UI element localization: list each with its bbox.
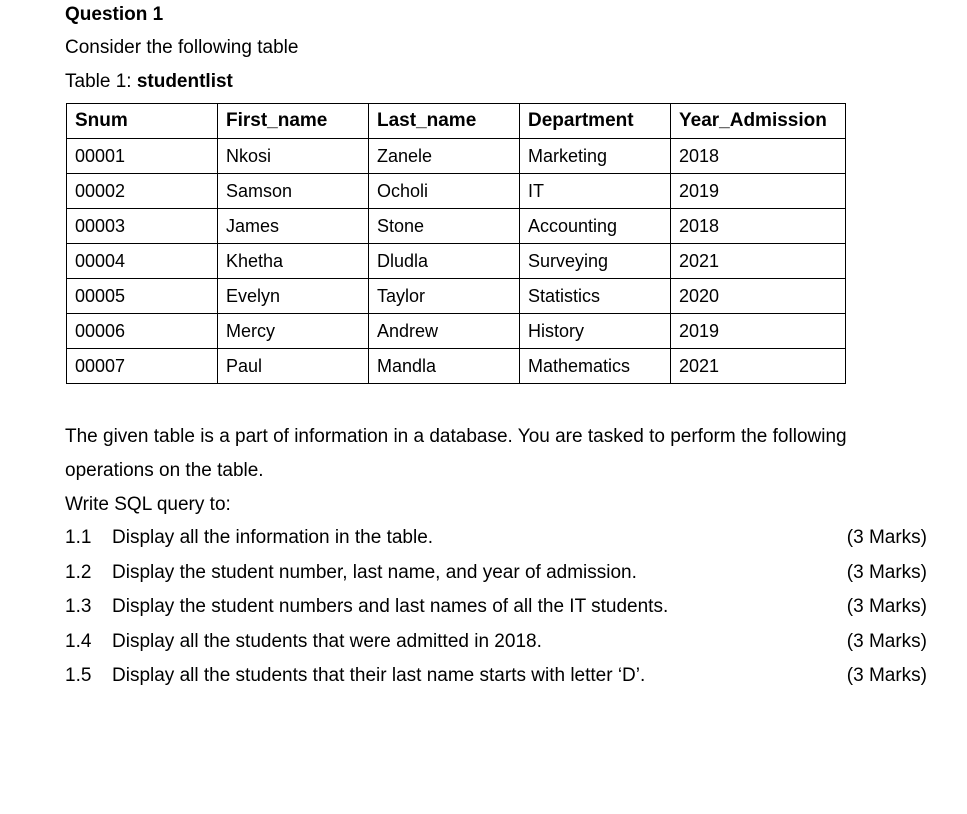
- cell-year-admission: 2020: [671, 279, 846, 314]
- cell-last-name: Ocholi: [369, 174, 520, 209]
- table-row: [67, 209, 846, 244]
- cell-snum: 00005: [67, 279, 218, 314]
- task-text: Display the student number, last name, and year of admission.: [112, 561, 637, 583]
- task-text: Display all the students that were admitted in 2018.: [112, 630, 542, 652]
- cell-snum: 00006: [67, 314, 218, 349]
- table-caption: [65, 71, 233, 93]
- cell-department: Accounting: [520, 209, 671, 244]
- cell-department: Statistics: [520, 279, 671, 314]
- task-item: [65, 590, 927, 625]
- cell-department: IT: [520, 174, 671, 209]
- table-header-row: [67, 104, 846, 139]
- task-marks: (3 Marks): [846, 665, 927, 686]
- instruction-text: Write SQL query to:: [65, 494, 231, 515]
- cell-department: History: [520, 314, 671, 349]
- cell-snum: 00002: [67, 174, 218, 209]
- cell-first-name: James: [218, 209, 369, 244]
- cell-year-admission: 2019: [671, 174, 846, 209]
- task-number: 1.2: [65, 561, 92, 583]
- task-item: [65, 625, 927, 660]
- header-snum: Snum: [67, 104, 218, 139]
- cell-last-name: Andrew: [369, 314, 520, 349]
- cell-last-name: Dludla: [369, 244, 520, 279]
- cell-snum: 00004: [67, 244, 218, 279]
- cell-year-admission: 2018: [671, 139, 846, 174]
- task-marks: (3 Marks): [846, 596, 927, 617]
- question-title: Question 1: [65, 4, 164, 25]
- task-marks: (3 Marks): [846, 527, 927, 548]
- header-first-name: First_name: [218, 104, 369, 139]
- task-item: [65, 659, 927, 694]
- table-row: [67, 139, 846, 174]
- description-paragraph: The given table is a part of information in a database. You are tasked to perform the following operations on the table.: [65, 426, 847, 481]
- cell-snum: 00007: [67, 349, 218, 384]
- question-intro: Consider the following table: [65, 37, 299, 58]
- task-marks: (3 Marks): [846, 630, 927, 652]
- header-year-admission: Year_Admission: [671, 104, 846, 139]
- cell-first-name: Samson: [218, 174, 369, 209]
- task-number: 1.5: [65, 665, 92, 686]
- cell-department: Marketing: [520, 139, 671, 174]
- table-caption-prefix: Table 1:: [65, 71, 137, 92]
- task-marks: (3 Marks): [846, 561, 927, 583]
- cell-snum: 00001: [67, 139, 218, 174]
- task-text: Display all the information in the table.: [112, 527, 434, 548]
- cell-last-name: Zanele: [369, 139, 520, 174]
- table-row: [67, 279, 846, 314]
- task-list: [65, 521, 927, 694]
- cell-last-name: Mandla: [369, 349, 520, 384]
- task-item: [65, 556, 927, 591]
- cell-year-admission: 2018: [671, 209, 846, 244]
- cell-year-admission: 2021: [671, 244, 846, 279]
- cell-first-name: Paul: [218, 349, 369, 384]
- cell-first-name: Mercy: [218, 314, 369, 349]
- cell-last-name: Taylor: [369, 279, 520, 314]
- cell-first-name: Evelyn: [218, 279, 369, 314]
- table-row: [67, 174, 846, 209]
- cell-snum: 00003: [67, 209, 218, 244]
- task-number: 1.1: [65, 527, 92, 548]
- cell-year-admission: 2021: [671, 349, 846, 384]
- cell-department: Mathematics: [520, 349, 671, 384]
- cell-first-name: Nkosi: [218, 139, 369, 174]
- task-item: [65, 521, 927, 556]
- header-last-name: Last_name: [369, 104, 520, 139]
- cell-first-name: Khetha: [218, 244, 369, 279]
- task-text: Display all the students that their last name starts with letter ‘D’.: [112, 665, 646, 686]
- cell-department: Surveying: [520, 244, 671, 279]
- studentlist-table: [66, 103, 846, 384]
- cell-last-name: Stone: [369, 209, 520, 244]
- table-row: [67, 349, 846, 384]
- cell-year-admission: 2019: [671, 314, 846, 349]
- table-row: [67, 314, 846, 349]
- task-number: 1.3: [65, 596, 92, 617]
- task-number: 1.4: [65, 630, 92, 652]
- table-caption-name: studentlist: [136, 71, 233, 92]
- table-row: [67, 244, 846, 279]
- task-text: Display the student numbers and last names of all the IT students.: [112, 596, 669, 617]
- header-department: Department: [520, 104, 671, 139]
